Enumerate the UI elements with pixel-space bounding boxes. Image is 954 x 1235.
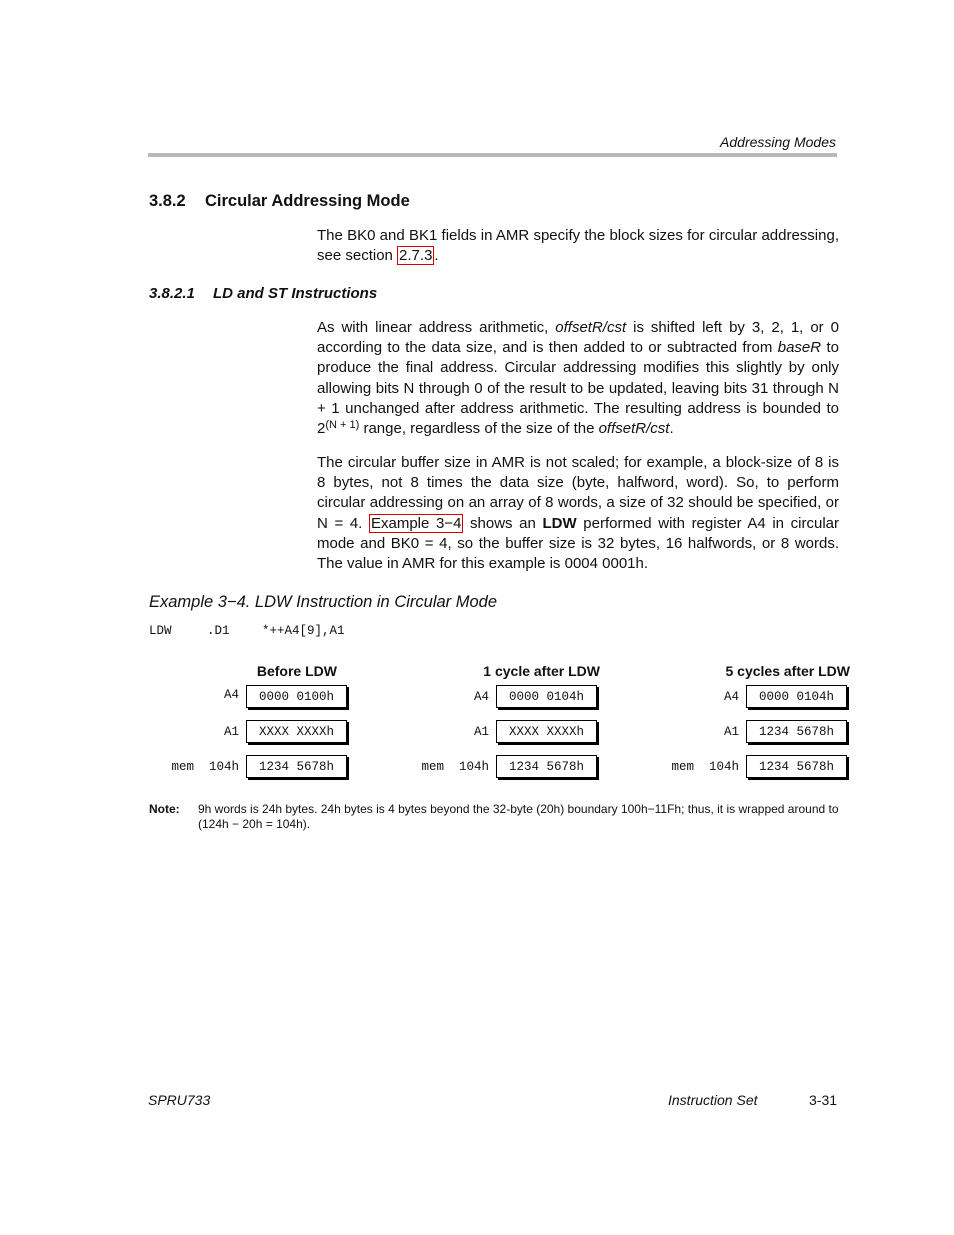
paragraph-text: . [434, 247, 439, 265]
code-operands: *++A4[9],A1 [262, 624, 345, 638]
register-label: A4 [723, 690, 739, 704]
note-label: Note: [149, 802, 180, 816]
register-label: A1 [223, 725, 239, 739]
paragraph-text: The circular buffer size in AMR is not scaled; for example, a block-size of 8 is 8 bytes, not 8 times the data size (byte, halfword, word). So, to perform circular addressing on an array of 8 words, a size of 32 should be specified, or N = 4. [317, 454, 839, 532]
paragraph-block-sizes [317, 226, 839, 266]
register-value-box: 0000 0104h [496, 685, 597, 708]
header-rule [148, 153, 837, 157]
footer-chapter: Instruction Set [668, 1092, 758, 1108]
register-value-box: XXXX XXXXh [246, 720, 347, 743]
register-label: A4 [473, 690, 489, 704]
code-mnemonic: LDW [149, 624, 172, 638]
code-unit: .D1 [207, 624, 230, 638]
superscript-exponent: (N + 1) [325, 419, 360, 432]
instruction-name: LDW [542, 514, 577, 532]
memory-label: mem 104h [671, 760, 739, 774]
register-label: A1 [473, 725, 489, 739]
paragraph-text: is shifted left by 3, 2, 1, or 0 according to the data size, and is then added to or subtracted from [317, 319, 839, 357]
paragraph-text: . [669, 420, 674, 438]
subsection-heading [149, 285, 377, 302]
paragraph-text: shows an [463, 514, 543, 532]
subsection-title: LD and ST Instructions [213, 285, 378, 302]
subsection-number: 3.8.2.1 [149, 285, 195, 302]
paragraph-buffer-size [317, 453, 839, 574]
term-baser: baseR [777, 339, 822, 357]
section-link[interactable]: 2.7.3 [399, 247, 433, 265]
note-text: 9h words is 24h bytes. 24h bytes is 4 bytes beyond the 32-byte (20h) boundary 100h−11Fh; thus, it is wrapped around to (124h − 20h = 104h). [198, 802, 839, 831]
register-value-box: 1234 5678h [746, 720, 847, 743]
column-heading-1-cycle: 1 cycle after LDW [483, 663, 600, 679]
paragraph-text: As with linear address arithmetic, [317, 319, 556, 336]
section-heading [149, 192, 410, 211]
memory-value-box: 1234 5678h [746, 755, 847, 778]
register-label: A1 [723, 725, 739, 739]
paragraph-text: to produce the final address. Circular addressing modifies this slightly by only allowing bits N through 0 of the result to be updated, leaving bits 31 through N + 1 unchanged after address arithmetic. The resulting address is bounded to 2 [317, 339, 839, 438]
term-offsetr: offsetR/cst [555, 319, 627, 336]
running-header-title: Addressing Modes [720, 134, 836, 150]
section-title: Circular Addressing Mode [205, 192, 410, 210]
section-number: 3.8.2 [149, 192, 186, 210]
column-heading-before: Before LDW [256, 663, 337, 679]
memory-value-box: 1234 5678h [496, 755, 597, 778]
paragraph-text: performed with register A4 in circular mode and BK0 = 4, so the buffer size is 32 bytes, 16 halfwords, or 8 words. The value in AMR for this example is 0004 0001h. [317, 514, 839, 573]
paragraph-linear-arithmetic [317, 318, 839, 440]
memory-label: mem 104h [421, 760, 489, 774]
paragraph-text: The BK0 and BK1 fields in AMR specify the block sizes for circular addressing, see section [317, 227, 839, 265]
memory-value-box: 1234 5678h [246, 755, 347, 778]
term-offsetr: offsetR/cst [598, 420, 670, 438]
paragraph-text: range, regardless of the size of the [359, 420, 599, 438]
column-heading-5-cycles: 5 cycles after LDW [725, 663, 850, 679]
register-value-box: XXXX XXXXh [496, 720, 597, 743]
footer-page-number: 3-31 [809, 1092, 838, 1108]
register-value-box: 0000 0100h [246, 685, 347, 708]
memory-label: mem 104h [171, 760, 239, 774]
register-value-box: 0000 0104h [746, 685, 847, 708]
example-title: Example 3−4. LDW Instruction in Circular Mode [149, 593, 498, 611]
example-link[interactable]: Example 3−4 [370, 514, 462, 532]
footer-document-id: SPRU733 [148, 1092, 211, 1108]
register-label: A4 [223, 688, 239, 702]
